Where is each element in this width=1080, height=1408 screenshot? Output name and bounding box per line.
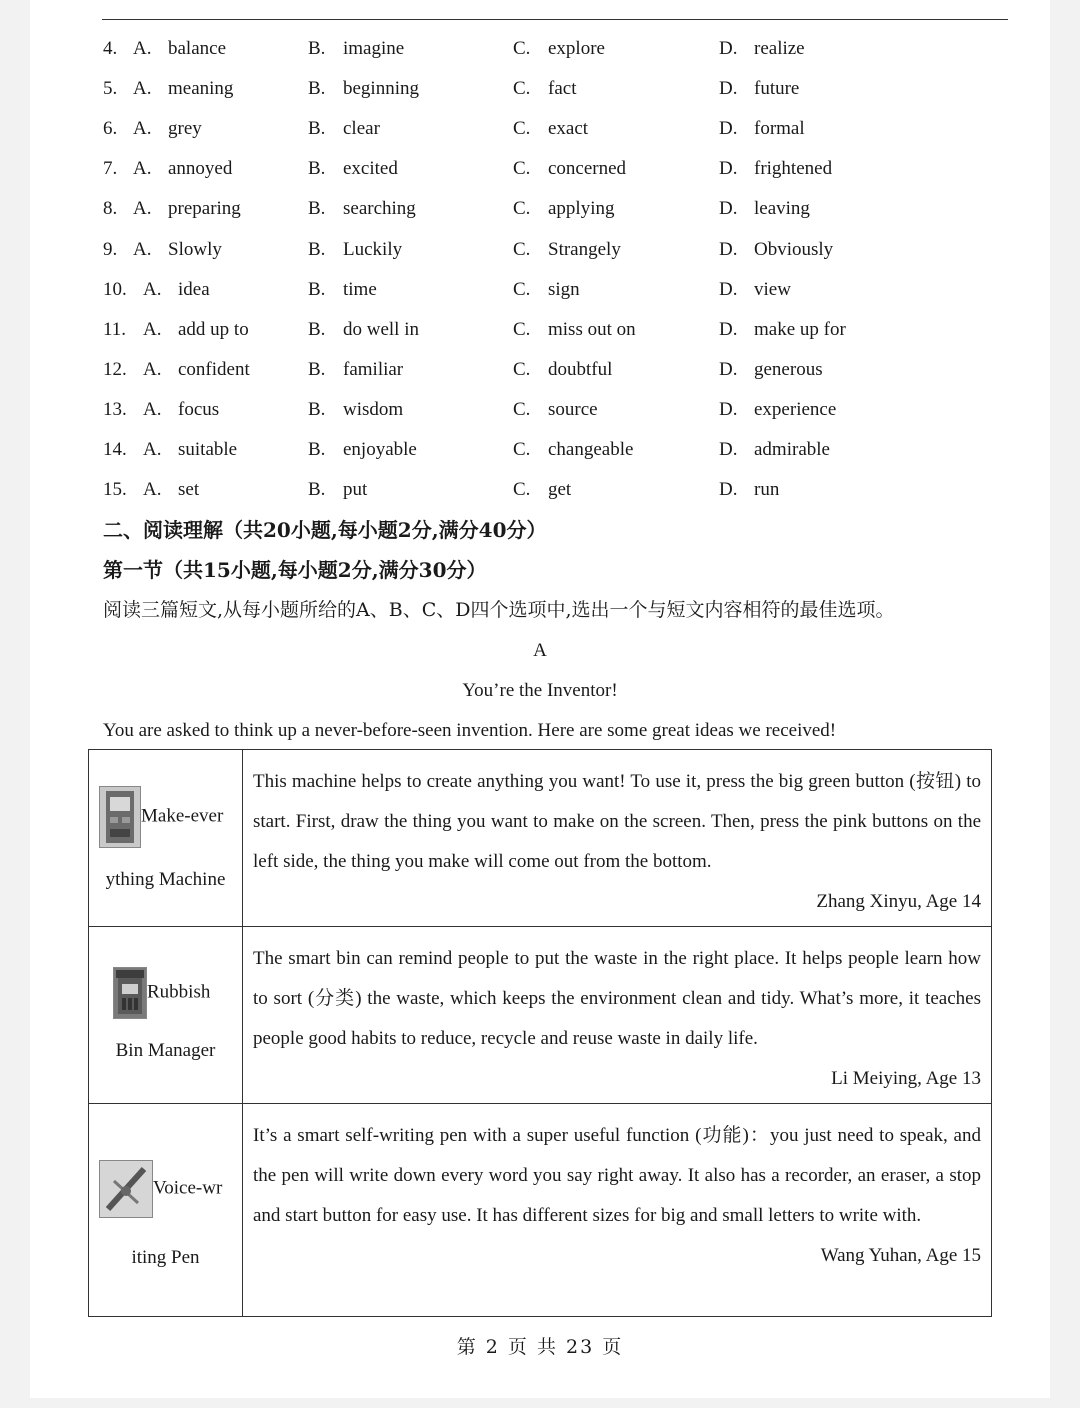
option-text: do well in [343,318,419,340]
option-text: view [754,278,791,300]
option-letter: A. [143,398,162,420]
option-a [133,235,222,265]
option-letter: B. [308,479,326,501]
option-letter: D. [719,118,738,140]
invention-name-line2: Bin Manager [115,1040,216,1061]
invention-description-cell [243,750,992,927]
option-b [308,355,403,385]
option-c [513,475,571,505]
option-text: Strangely [548,238,621,260]
option-text: run [754,479,780,501]
invention-name-line1: Rubbish [147,981,211,1003]
question-number: 5. [103,78,118,100]
invention-description: The smart bin can remind people to put the waste in the right place. It helps people learn how to sort (分类) the waste, which keeps the environment clean and tidy. What’s more, it teaches people good habits to reduce, recycle and reuse waste in daily life. [253,948,981,1049]
option-b [308,34,404,64]
option-text: time [343,278,377,300]
option-letter: A. [133,238,152,260]
invention-name-line1: Make-ever [141,805,224,827]
option-a [133,154,232,184]
option-d [719,355,823,385]
option-text: searching [343,198,416,220]
subsection-title: 第一节（共15小题,每小题2分,满分30分） [103,558,487,582]
option-a [143,435,237,465]
option-text: Luckily [343,238,403,260]
option-text: formal [754,118,805,140]
option-text: future [754,78,800,100]
question-number: 11. [103,318,127,340]
option-letter: A. [143,358,162,380]
option-c [513,154,626,184]
option-letter: C. [513,198,531,220]
invention-table [88,749,992,1317]
option-text: source [548,398,598,420]
option-c [513,435,633,465]
option-text: annoyed [168,158,233,180]
option-letter: A. [133,198,152,220]
invention-author: Wang Yuhan, Age 15 [820,1245,981,1266]
option-letter: C. [513,78,531,100]
option-text: imagine [343,38,405,59]
option-b [308,235,402,265]
option-c [513,34,605,64]
option-text: frightened [754,158,833,180]
option-b [308,194,416,224]
top-divider [102,19,1008,20]
question-number: 14. [103,439,127,460]
option-text: beginning [343,78,419,100]
option-d [719,235,833,265]
option-text: get [548,479,572,501]
option-b [308,154,398,184]
invention-name-cell [89,927,243,1104]
option-c [513,114,588,144]
option-d [719,435,830,465]
option-letter: D. [719,238,738,260]
option-letter: A. [133,158,152,180]
invention-description: It’s a smart self-writing pen with a super useful function (功能)：you just need to speak, and the pen will write down every word you say right away. It also has a recorder, an eraser, a stop and start button for easy use. It has different sizes for big and small letters to write with. [253,1125,981,1226]
option-letter: B. [308,439,326,460]
option-letter: D. [719,198,738,220]
option-text: set [178,479,200,501]
option-d [719,74,799,104]
option-d [719,154,832,184]
option-a [143,395,219,425]
option-c [513,235,621,265]
table-row [89,750,992,927]
option-letter: B. [308,318,326,340]
passage-intro: You are asked to think up a never-before-seen invention. Here are some great ideas we received! [103,720,837,741]
option-b [308,275,377,305]
option-letter: D. [719,158,738,180]
option-letter: C. [513,238,531,260]
invention-name-line2: iting Pen [131,1247,200,1268]
invention-name-line2: ything Machine [105,869,226,890]
option-text: idea [178,278,210,300]
option-letter: A. [143,439,162,460]
option-text: sign [548,278,580,300]
option-text: doubtful [548,358,613,380]
option-letter: A. [133,78,152,100]
option-letter: D. [719,358,738,380]
option-text: Slowly [168,238,222,260]
rubbish-bin-icon [113,967,147,1019]
option-a [133,194,241,224]
option-letter: D. [719,78,738,100]
option-letter: D. [719,318,738,340]
invention-description-cell [243,1104,992,1317]
option-text: excited [343,158,398,180]
option-text: put [343,479,368,501]
option-text: familiar [343,358,404,380]
option-a [143,355,250,385]
option-c [513,194,615,224]
option-d [719,114,805,144]
question-number: 13. [103,398,127,420]
option-c [513,355,612,385]
pen-icon [99,1160,153,1218]
option-text: focus [178,398,220,420]
option-text: realize [754,38,805,59]
machine-icon [99,786,141,848]
option-letter: D. [719,38,738,59]
question-number: 4. [103,38,118,59]
option-text: confident [178,358,250,380]
option-text: grey [168,118,202,140]
option-text: make up for [754,318,846,340]
option-letter: B. [308,118,326,140]
option-a [143,275,210,305]
invention-author: Li Meiying, Age 13 [831,1068,981,1089]
invention-name-line1: Voice-wr [153,1177,223,1199]
invention-description-cell [243,927,992,1104]
option-text: changeable [548,439,634,460]
option-letter: A. [143,318,162,340]
option-text: wisdom [343,398,404,420]
option-letter: A. [133,118,152,140]
option-letter: C. [513,158,531,180]
option-letter: C. [513,439,531,460]
option-text: Obviously [754,238,834,260]
question-number: 15. [103,479,127,501]
option-letter: C. [513,479,531,501]
option-a [143,475,199,505]
option-text: exact [548,118,589,140]
option-letter: C. [513,278,531,300]
option-text: explore [548,38,605,59]
option-c [513,315,636,345]
option-text: experience [754,398,837,420]
option-text: add up to [178,318,249,340]
option-letter: B. [308,358,326,380]
invention-name-cell [89,750,243,927]
option-text: suitable [178,439,238,460]
option-b [308,395,403,425]
question-number: 10. [103,278,127,300]
option-letter: A. [133,38,152,59]
passage-letter: A [533,640,547,661]
option-b [308,315,419,345]
option-letter: C. [513,318,531,340]
option-text: fact [548,78,577,100]
option-d [719,475,779,505]
option-letter: D. [719,439,738,460]
option-text: meaning [168,78,234,100]
option-letter: B. [308,78,326,100]
option-text: clear [343,118,380,140]
page-number-footer: 第 2 页 共 23 页 [456,1336,624,1358]
section-title: 二、阅读理解（共20小题,每小题2分,满分40分） [103,518,547,542]
invention-name-cell [89,1104,243,1317]
option-text: preparing [168,198,241,220]
table-row [89,1104,992,1317]
option-c [513,275,580,305]
question-number: 6. [103,118,118,140]
option-letter: D. [719,278,738,300]
option-text: enjoyable [343,439,417,460]
option-a [143,315,249,345]
question-number: 12. [103,358,127,380]
invention-author: Zhang Xinyu, Age 14 [816,891,981,912]
option-letter: B. [308,398,326,420]
option-letter: A. [143,479,162,501]
question-number: 8. [103,198,118,220]
option-letter: C. [513,398,531,420]
option-letter: B. [308,198,326,220]
option-letter: B. [308,278,326,300]
document-page [30,0,1050,1398]
option-letter: C. [513,118,531,140]
option-c [513,395,598,425]
option-letter: A. [143,278,162,300]
option-letter: D. [719,479,738,501]
question-number: 7. [103,158,118,180]
option-text: leaving [754,198,810,220]
option-letter: B. [308,238,326,260]
option-d [719,275,791,305]
option-letter: C. [513,38,531,59]
option-b [308,435,417,465]
option-letter: D. [719,398,738,420]
option-b [308,475,367,505]
passage-title: You’re the Inventor! [462,680,618,701]
option-c [513,74,576,104]
option-text: generous [754,358,823,380]
option-text: applying [548,198,615,220]
option-b [308,74,419,104]
option-d [719,34,805,64]
option-a [133,114,202,144]
option-a [133,74,233,104]
option-letter: B. [308,158,326,180]
invention-description: This machine helps to create anything you want! To use it, press the big green button (按钮) to start. First, draw the thing you want to make on the screen. Then, press the pink buttons on the left side, the thing you make will come out from the bottom. [253,771,981,872]
instruction-text: 阅读三篇短文,从每小题所给的A、B、C、D四个选项中,选出一个与短文内容相符的最佳选项。 [103,599,895,621]
option-d [719,194,810,224]
option-letter: B. [308,38,326,59]
question-number: 9. [103,238,118,260]
option-d [719,315,846,345]
option-b [308,114,380,144]
option-d [719,395,836,425]
option-text: balance [168,38,227,59]
option-text: concerned [548,158,627,180]
option-text: miss out on [548,318,636,340]
table-row [89,927,992,1104]
option-a [133,34,226,64]
option-letter: C. [513,358,531,380]
option-text: admirable [754,439,830,460]
